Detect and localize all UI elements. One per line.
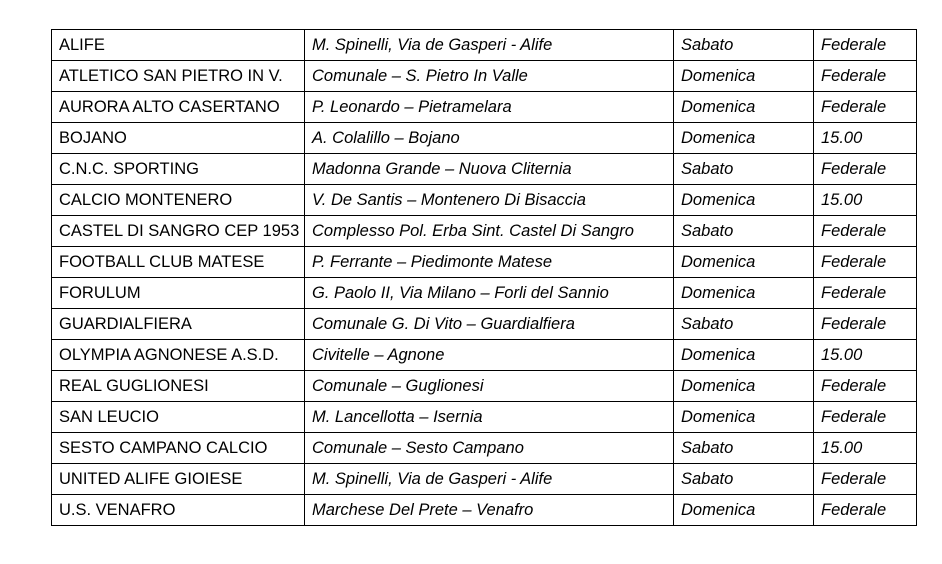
- team-name-cell: GUARDIALFIERA: [52, 309, 305, 340]
- field-venue-cell: Comunale – S. Pietro In Valle: [305, 61, 674, 92]
- match-day-cell: Sabato: [674, 216, 814, 247]
- match-day-cell: Domenica: [674, 371, 814, 402]
- match-day-cell: Sabato: [674, 309, 814, 340]
- kickoff-time-cell: Federale: [814, 154, 917, 185]
- team-name-cell: CASTEL DI SANGRO CEP 1953: [52, 216, 305, 247]
- team-name-cell: ATLETICO SAN PIETRO IN V.: [52, 61, 305, 92]
- kickoff-time-cell: Federale: [814, 278, 917, 309]
- kickoff-time-cell: Federale: [814, 30, 917, 61]
- match-day-cell: Domenica: [674, 340, 814, 371]
- team-name-cell: AURORA ALTO CASERTANO: [52, 92, 305, 123]
- table-row: [52, 433, 917, 464]
- kickoff-time-cell: Federale: [814, 247, 917, 278]
- field-venue-cell: Madonna Grande – Nuova Cliternia: [305, 154, 674, 185]
- kickoff-time-cell: Federale: [814, 464, 917, 495]
- field-venue-cell: M. Spinelli, Via de Gasperi - Alife: [305, 464, 674, 495]
- table-row: [52, 30, 917, 61]
- team-name-cell: FOOTBALL CLUB MATESE: [52, 247, 305, 278]
- kickoff-time-cell: 15.00: [814, 433, 917, 464]
- field-venue-cell: A. Colalillo – Bojano: [305, 123, 674, 154]
- table-row: [52, 92, 917, 123]
- field-venue-cell: Comunale G. Di Vito – Guardialfiera: [305, 309, 674, 340]
- table-row: [52, 154, 917, 185]
- field-venue-cell: Marchese Del Prete – Venafro: [305, 495, 674, 526]
- match-day-cell: Domenica: [674, 185, 814, 216]
- match-day-cell: Domenica: [674, 123, 814, 154]
- field-venue-cell: M. Lancellotta – Isernia: [305, 402, 674, 433]
- table-row: [52, 495, 917, 526]
- match-day-cell: Domenica: [674, 495, 814, 526]
- match-day-cell: Domenica: [674, 61, 814, 92]
- field-venue-cell: P. Ferrante – Piedimonte Matese: [305, 247, 674, 278]
- table-row: [52, 309, 917, 340]
- table-row: [52, 278, 917, 309]
- team-name-cell: CALCIO MONTENERO: [52, 185, 305, 216]
- field-venue-cell: P. Leonardo – Pietramelara: [305, 92, 674, 123]
- match-day-cell: Domenica: [674, 402, 814, 433]
- table-row: [52, 216, 917, 247]
- schedule-table-container: [51, 29, 916, 526]
- match-day-cell: Sabato: [674, 433, 814, 464]
- table-row: [52, 402, 917, 433]
- team-name-cell: REAL GUGLIONESI: [52, 371, 305, 402]
- field-venue-cell: V. De Santis – Montenero Di Bisaccia: [305, 185, 674, 216]
- kickoff-time-cell: 15.00: [814, 340, 917, 371]
- table-row: [52, 340, 917, 371]
- team-name-cell: SESTO CAMPANO CALCIO: [52, 433, 305, 464]
- match-day-cell: Sabato: [674, 464, 814, 495]
- team-name-cell: UNITED ALIFE GIOIESE: [52, 464, 305, 495]
- team-name-cell: U.S. VENAFRO: [52, 495, 305, 526]
- field-venue-cell: Comunale – Guglionesi: [305, 371, 674, 402]
- match-day-cell: Domenica: [674, 92, 814, 123]
- schedule-table: [51, 29, 917, 526]
- schedule-table-body: [52, 30, 917, 526]
- match-day-cell: Sabato: [674, 30, 814, 61]
- match-day-cell: Domenica: [674, 247, 814, 278]
- field-venue-cell: Complesso Pol. Erba Sint. Castel Di Sangro: [305, 216, 674, 247]
- field-venue-cell: M. Spinelli, Via de Gasperi - Alife: [305, 30, 674, 61]
- table-row: [52, 123, 917, 154]
- team-name-cell: OLYMPIA AGNONESE A.S.D.: [52, 340, 305, 371]
- team-name-cell: FORULUM: [52, 278, 305, 309]
- table-row: [52, 247, 917, 278]
- kickoff-time-cell: Federale: [814, 309, 917, 340]
- kickoff-time-cell: Federale: [814, 402, 917, 433]
- match-day-cell: Domenica: [674, 278, 814, 309]
- table-row: [52, 371, 917, 402]
- kickoff-time-cell: 15.00: [814, 185, 917, 216]
- field-venue-cell: Comunale – Sesto Campano: [305, 433, 674, 464]
- field-venue-cell: G. Paolo II, Via Milano – Forli del Sannio: [305, 278, 674, 309]
- kickoff-time-cell: Federale: [814, 495, 917, 526]
- team-name-cell: ALIFE: [52, 30, 305, 61]
- team-name-cell: SAN LEUCIO: [52, 402, 305, 433]
- match-day-cell: Sabato: [674, 154, 814, 185]
- field-venue-cell: Civitelle – Agnone: [305, 340, 674, 371]
- table-row: [52, 185, 917, 216]
- kickoff-time-cell: 15.00: [814, 123, 917, 154]
- table-row: [52, 61, 917, 92]
- team-name-cell: BOJANO: [52, 123, 305, 154]
- kickoff-time-cell: Federale: [814, 216, 917, 247]
- table-row: [52, 464, 917, 495]
- kickoff-time-cell: Federale: [814, 371, 917, 402]
- kickoff-time-cell: Federale: [814, 92, 917, 123]
- team-name-cell: C.N.C. SPORTING: [52, 154, 305, 185]
- kickoff-time-cell: Federale: [814, 61, 917, 92]
